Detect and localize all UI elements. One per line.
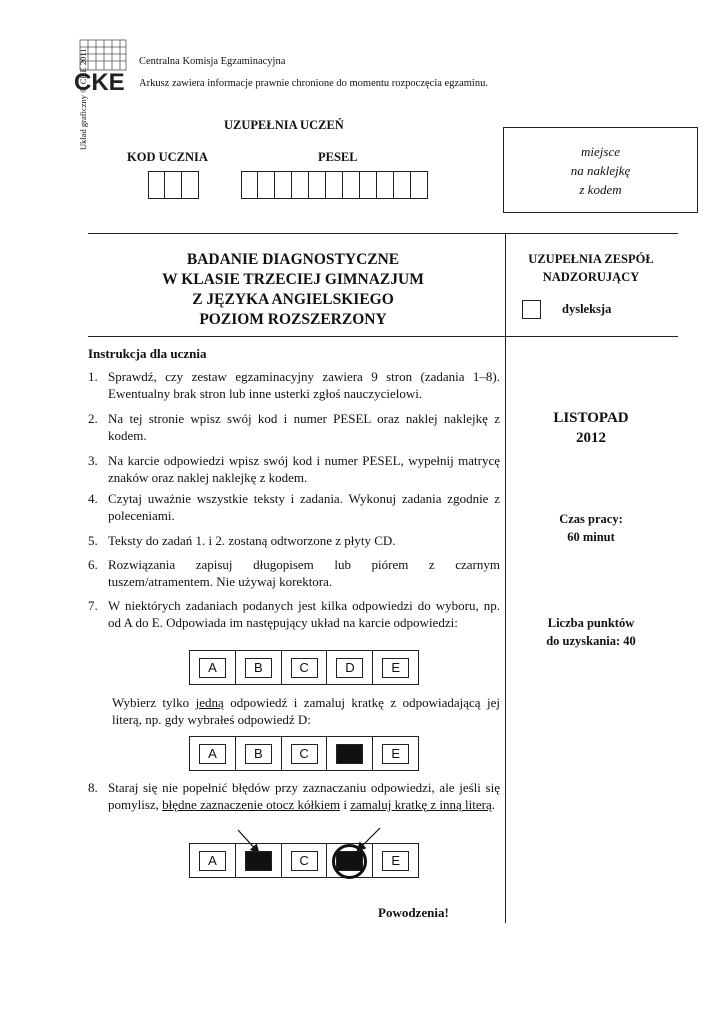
points-value: do uzyskania: 40 — [546, 634, 636, 648]
answer-box[interactable]: C — [291, 851, 318, 871]
pesel-cell[interactable] — [343, 171, 360, 199]
answer-cell — [190, 737, 236, 770]
answer-cell — [190, 844, 236, 877]
sticker-line: miejsce — [581, 144, 620, 159]
exam-month: LISTOPAD — [553, 410, 629, 426]
work-time-label: Czas pracy: — [559, 512, 623, 526]
sticker-line: z kodem — [579, 182, 622, 197]
instruction-item — [88, 779, 500, 813]
code-cell[interactable] — [148, 171, 165, 199]
item-number: 7. — [88, 598, 98, 613]
instruction-item — [88, 597, 500, 631]
section-divider — [88, 233, 678, 234]
filled-answer-box[interactable] — [245, 851, 272, 871]
answer-cell — [327, 737, 373, 770]
underlined-text: zamaluj kratkę z inną literą — [350, 797, 492, 812]
text-part: odpowiedź i zamaluj kratkę z odpowiadającą jej literą, np. gdy wybrałeś odpowiedź D: — [112, 695, 500, 727]
cancel-ring-icon — [332, 844, 367, 879]
student-section-title: UZUPEŁNIA UCZEŃ — [224, 118, 344, 132]
answer-box[interactable]: C — [291, 744, 318, 764]
pesel-cell[interactable] — [309, 171, 326, 199]
underlined-text: jedną — [195, 695, 224, 710]
pesel-boxes[interactable] — [241, 171, 428, 199]
answer-box[interactable]: D — [336, 658, 363, 678]
answer-cell — [236, 737, 282, 770]
text-part: i — [340, 797, 351, 812]
instruction-item — [88, 532, 500, 549]
pesel-cell[interactable] — [394, 171, 411, 199]
team-title-line: NADZORUJĄCY — [542, 270, 640, 284]
instruction-item — [88, 452, 500, 486]
item-text: W niektórych zadaniach podanych jest kilka odpowiedzi do wyboru, np. od A do E. Odpowiada im następujący układ na karcie odpowiedzi: — [108, 598, 500, 630]
answer-box[interactable]: E — [382, 744, 409, 764]
exam-year: 2012 — [576, 430, 606, 446]
answer-example-marked — [189, 736, 419, 771]
title-divider — [88, 336, 505, 337]
instructions-heading: Instrukcja dla ucznia — [88, 346, 207, 361]
item-number: 3. — [88, 453, 98, 468]
instruction-item — [88, 556, 500, 590]
code-cell[interactable] — [182, 171, 199, 199]
dyslexia-checkbox[interactable] — [522, 300, 541, 319]
code-cell[interactable] — [165, 171, 182, 199]
exam-date — [505, 408, 677, 448]
answer-box[interactable]: A — [199, 851, 226, 871]
copyright-note: Układ graficzny © CKE 2011 — [78, 48, 88, 150]
answer-box[interactable]: A — [199, 658, 226, 678]
answer-cell — [327, 651, 373, 684]
pesel-cell[interactable] — [360, 171, 377, 199]
pesel-cell[interactable] — [377, 171, 394, 199]
item-text: Na karcie odpowiedzi wpisz swój kod i numer PESEL, wypełnij matrycę znaków oraz naklej naklejkę z kodem. — [108, 453, 500, 485]
item-number: 8. — [88, 780, 98, 795]
pesel-cell[interactable] — [258, 171, 275, 199]
pesel-cell[interactable] — [326, 171, 343, 199]
answer-cell — [236, 844, 282, 877]
instruction-item-7-continued — [92, 694, 500, 728]
answer-example-full — [189, 650, 419, 685]
item-number: 5. — [88, 533, 98, 548]
good-luck-text: Powodzenia! — [378, 905, 449, 920]
answer-cell — [327, 844, 373, 877]
pesel-cell[interactable] — [275, 171, 292, 199]
item-text: Teksty do zadań 1. i 2. zostaną odtworzone z płyty CD. — [108, 533, 396, 548]
legal-notice: Arkusz zawiera informacje prawnie chronione do momentu rozpoczęcia egzaminu. — [139, 78, 488, 89]
title-line: POZIOM ROZSZERZONY — [199, 311, 387, 328]
answer-cell — [282, 737, 328, 770]
work-time-value: 60 minut — [567, 530, 615, 544]
student-code-label: KOD UCZNIA — [127, 150, 208, 164]
sticker-placeholder — [503, 127, 698, 213]
title-line: Z JĘZYKA ANGIELSKIEGO — [192, 291, 394, 308]
filled-answer-box[interactable] — [336, 744, 363, 764]
text-part: Staraj się nie popełnić błędów przy zaznaczaniu odpowiedzi, ale jeśli się pomylisz, — [108, 780, 500, 812]
team-title-line: UZUPEŁNIA ZESPÓŁ — [528, 252, 654, 266]
item-number: 1. — [88, 369, 98, 384]
title-line: W KLASIE TRZECIEJ GIMNAZJUM — [162, 271, 424, 288]
dyslexia-label: dysleksja — [562, 302, 612, 316]
pesel-cell[interactable] — [241, 171, 258, 199]
answer-cell — [190, 651, 236, 684]
answer-box[interactable]: E — [382, 851, 409, 871]
item-text: Sprawdź, czy zestaw egzaminacyjny zawiera 9 stron (zadania 1–8). Ewentualny brak stron lub inne usterki zgłoś nauczycielowi. — [108, 369, 500, 401]
sidebar-divider — [505, 336, 678, 337]
answer-cell — [373, 737, 418, 770]
answer-cell — [373, 844, 418, 877]
max-points — [505, 614, 677, 650]
item-number: 6. — [88, 557, 98, 572]
answer-cell — [282, 651, 328, 684]
team-section-title — [505, 250, 677, 286]
pesel-cell[interactable] — [292, 171, 309, 199]
student-code-boxes[interactable] — [148, 171, 199, 199]
sticker-line: na naklejkę — [570, 163, 631, 178]
title-line: BADANIE DIAGNOSTYCZNE — [186, 251, 400, 268]
item-number: 2. — [88, 411, 98, 426]
exam-title — [88, 250, 498, 330]
answer-box[interactable]: C — [291, 658, 318, 678]
pesel-cell[interactable] — [411, 171, 428, 199]
answer-cell — [236, 651, 282, 684]
pesel-label: PESEL — [318, 150, 358, 164]
instruction-item — [88, 490, 500, 524]
instruction-item — [88, 368, 500, 402]
answer-cell — [373, 651, 418, 684]
answer-box[interactable]: E — [382, 658, 409, 678]
answer-box[interactable]: A — [199, 744, 226, 764]
svg-text:CKE: CKE — [74, 69, 125, 94]
text-part: Wybierz tylko — [112, 695, 196, 710]
answer-box[interactable]: B — [245, 658, 272, 678]
answer-example-corrected — [189, 843, 419, 878]
instruction-item — [88, 410, 500, 444]
item-text: Czytaj uważnie wszystkie teksty i zadania. Wykonuj zadania zgodnie z poleceniami. — [108, 491, 500, 523]
answer-box[interactable]: B — [245, 744, 272, 764]
work-time — [505, 510, 677, 546]
points-label: Liczba punktów — [547, 616, 635, 630]
item-text: Na tej stronie wpisz swój kod i numer PESEL oraz naklej naklejkę z kodem. — [108, 411, 500, 443]
underlined-text: błędne zaznaczenie otocz kółkiem — [162, 797, 341, 812]
institution-name: Centralna Komisja Egzaminacyjna — [139, 56, 286, 67]
text-part: . — [491, 797, 495, 812]
item-text: Rozwiązania zapisuj długopisem lub piórem z czarnym tuszem/atramentem. Nie używaj korektora. — [108, 557, 500, 589]
answer-cell — [282, 844, 328, 877]
item-number: 4. — [88, 491, 98, 506]
